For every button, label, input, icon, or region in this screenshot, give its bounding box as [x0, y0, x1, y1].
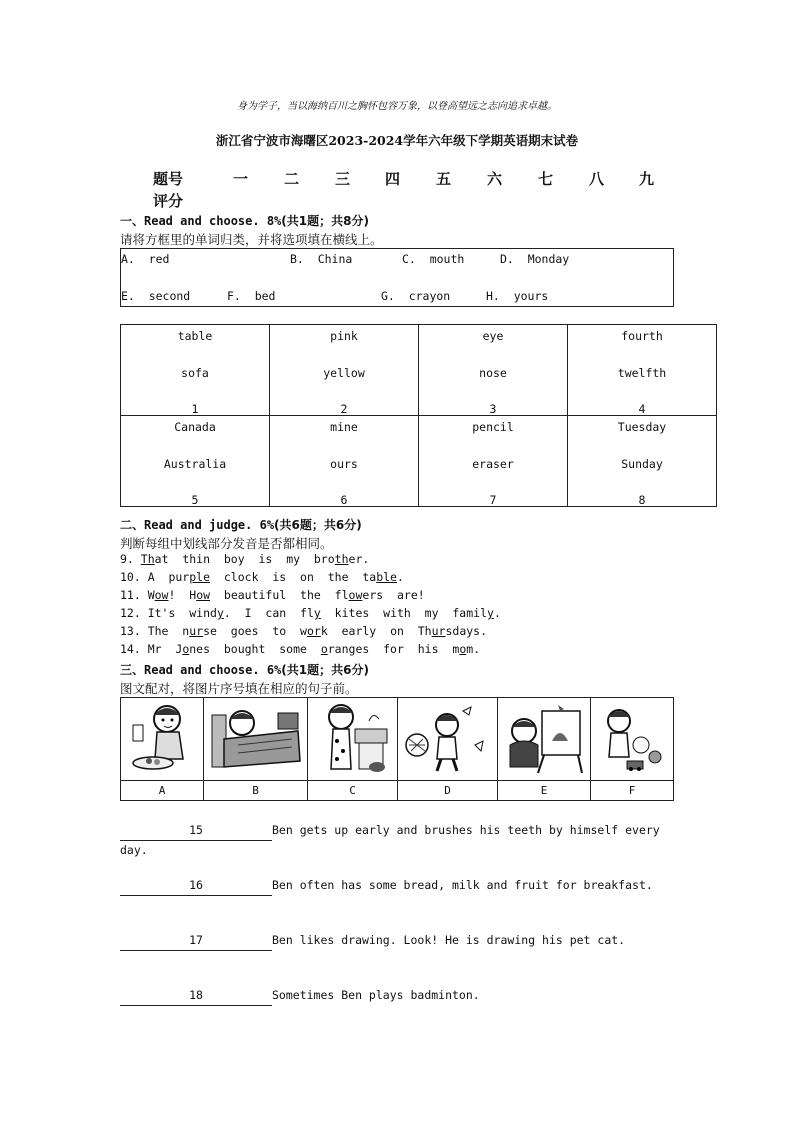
match-question	[120, 876, 673, 896]
group-word: yellow	[323, 366, 365, 380]
score-col: 二	[284, 170, 300, 188]
section2-instruction: 判断每组中划线部分发音是否都相同。	[120, 536, 333, 551]
picture-label: B	[204, 781, 308, 801]
match-question	[120, 931, 673, 951]
word-group-cell	[419, 325, 568, 416]
item-text: at thin boy is my bro	[154, 552, 335, 566]
underlined-letters: Th	[140, 552, 155, 566]
option-item: C. mouth	[402, 252, 465, 266]
picture-label: E	[498, 781, 591, 801]
group-number: 4	[638, 402, 646, 416]
section1-heading-cn: (共1题；共8分)	[281, 214, 369, 228]
item-text: ! H	[168, 588, 197, 602]
score-col: 九	[639, 170, 655, 188]
item-text: 12. It's wind	[120, 606, 217, 620]
underlined-letters: ur	[431, 624, 446, 638]
match-question	[120, 986, 673, 1006]
underlined-letters: ple	[189, 570, 211, 584]
section2-heading-en: 二、Read and judge. 6%	[120, 518, 275, 532]
group-word: pencil	[472, 420, 514, 434]
option-item: H. yours	[486, 289, 549, 303]
group-word: Australia	[163, 457, 227, 471]
question-text: Ben gets up early and brushes his teeth by himself every day.	[120, 823, 660, 857]
word-groups-table	[120, 324, 717, 507]
word-group-cell	[270, 325, 419, 416]
word-group-cell	[270, 416, 419, 507]
picture-a-boy-breakfast	[121, 698, 204, 781]
group-word: ours	[330, 457, 358, 471]
group-number: 6	[340, 493, 348, 507]
picture-f-boy-with-toys	[591, 698, 674, 781]
item-text: .	[493, 606, 501, 620]
score-col: 六	[487, 170, 503, 188]
picture-b-boy-in-bed	[204, 698, 308, 781]
picture-label: A	[121, 781, 204, 801]
group-word: nose	[479, 366, 507, 380]
group-word: fourth	[621, 329, 663, 343]
answer-blank[interactable]: 15	[120, 821, 272, 841]
options-box	[120, 248, 674, 307]
picture-table	[120, 697, 674, 801]
underlined-letters: ble	[376, 570, 397, 584]
group-word: pink	[330, 329, 358, 343]
underlined-letters: y	[216, 606, 224, 620]
judge-item	[120, 624, 487, 638]
item-text: ranges for his m	[327, 642, 460, 656]
group-number: 8	[638, 493, 646, 507]
section2-heading-cn: (共6题；共6分)	[274, 518, 362, 532]
score-col: 八	[589, 170, 605, 188]
underlined-letters: o	[320, 642, 328, 656]
score-col: 三	[335, 170, 351, 188]
judge-item	[120, 552, 369, 566]
group-word: eraser	[472, 457, 514, 471]
option-item: G. crayon	[381, 289, 451, 303]
toys-illustration	[597, 701, 667, 775]
drawing-illustration	[502, 701, 586, 775]
picture-label: D	[398, 781, 498, 801]
match-question	[120, 821, 673, 860]
section1-instruction: 请将方框里的单词归类，并将选项填在横线上。	[120, 232, 383, 247]
score-row-label: 题号	[153, 170, 184, 188]
group-word: twelfth	[617, 366, 667, 380]
item-text: 9.	[120, 552, 141, 566]
group-number: 5	[191, 493, 199, 507]
motto: 身为学子，当以海纳百川之胸怀包容万象，以登高望远之志向追求卓越。	[237, 101, 557, 112]
group-number: 3	[489, 402, 497, 416]
section3-heading	[120, 661, 369, 678]
score-col: 一	[233, 170, 249, 188]
judge-item	[120, 606, 501, 620]
section1-heading-en: 一、Read and choose. 8%	[120, 214, 282, 228]
item-text: 13. The n	[120, 624, 190, 638]
group-word: mine	[330, 420, 358, 434]
option-item: D. Monday	[500, 252, 570, 266]
score-row2-label: 评分	[153, 192, 184, 210]
brushing-illustration	[313, 701, 393, 775]
score-col: 七	[538, 170, 554, 188]
underlined-letters: ow	[154, 588, 169, 602]
answer-blank[interactable]: 16	[120, 876, 272, 896]
underlined-letters: y	[487, 606, 494, 620]
question-text: Ben often has some bread, milk and fruit for breakfast.	[272, 878, 653, 892]
underlined-letters: or	[306, 624, 321, 638]
score-col: 四	[385, 170, 401, 188]
answer-blank[interactable]: 18	[120, 986, 272, 1006]
word-group-cell	[419, 416, 568, 507]
underlined-letters: ow	[196, 588, 211, 602]
item-text: 14. Mr J	[120, 642, 183, 656]
group-word: sofa	[181, 366, 209, 380]
item-text: sdays.	[445, 624, 488, 638]
item-text: 10. A pur	[120, 570, 190, 584]
group-word: table	[177, 329, 213, 343]
underlined-letters: y	[313, 606, 321, 620]
item-text: .	[396, 570, 404, 584]
group-number: 2	[340, 402, 348, 416]
score-table-row	[153, 168, 673, 188]
section1-heading	[120, 212, 369, 229]
underlined-letters: ow	[348, 588, 363, 602]
item-text: k early on Th	[320, 624, 432, 638]
item-text: beautiful the fl	[210, 588, 349, 602]
item-text: clock is on the ta	[210, 570, 377, 584]
group-number: 7	[489, 493, 497, 507]
item-text: m.	[466, 642, 481, 656]
item-text: ers are!	[362, 588, 425, 602]
exam-title: 浙江省宁波市海曙区2023-2024学年六年级下学期英语期末试卷	[215, 133, 579, 148]
word-group-cell	[121, 416, 270, 507]
section3-heading-en: 三、Read and choose. 6%	[120, 663, 282, 677]
word-group-cell	[568, 325, 717, 416]
judge-item	[120, 570, 404, 584]
picture-label: C	[308, 781, 398, 801]
word-group-cell	[568, 416, 717, 507]
picture-label: F	[591, 781, 674, 801]
item-text: 11. W	[120, 588, 155, 602]
judge-item	[120, 588, 425, 602]
word-group-cell	[121, 325, 270, 416]
score-col: 五	[436, 170, 452, 188]
option-item: A. red	[121, 252, 170, 266]
option-item: B. China	[290, 252, 353, 266]
judge-item	[120, 642, 480, 656]
underlined-letters: ur	[189, 624, 204, 638]
item-text: kites with my famil	[320, 606, 487, 620]
question-text: Sometimes Ben plays badminton.	[272, 988, 480, 1002]
option-item: F. bed	[227, 289, 276, 303]
picture-d-boy-badminton	[398, 698, 498, 781]
item-text: er.	[348, 552, 370, 566]
picture-e-boy-drawing-cat	[498, 698, 591, 781]
item-text: se goes to w	[203, 624, 307, 638]
section3-instruction: 图文配对，将图片序号填在相应的句子前。	[120, 681, 358, 696]
question-text: Ben likes drawing. Look! He is drawing his pet cat.	[272, 933, 626, 947]
group-number: 1	[191, 402, 199, 416]
group-word: Canada	[174, 420, 216, 434]
underlined-letters: o	[182, 642, 190, 656]
group-word: eye	[482, 329, 504, 343]
bed-illustration	[208, 701, 304, 775]
underlined-letters: th	[334, 552, 349, 566]
answer-blank[interactable]: 17	[120, 931, 272, 951]
item-text: . I can fl	[223, 606, 314, 620]
section3-heading-cn: (共1题；共6分)	[281, 663, 369, 677]
item-text: nes bought some	[189, 642, 321, 656]
section2-heading	[120, 516, 362, 533]
picture-c-boy-brushing-teeth	[308, 698, 398, 781]
group-word: Tuesday	[617, 420, 667, 434]
group-word: Sunday	[621, 457, 663, 471]
badminton-illustration	[403, 701, 493, 775]
breakfast-illustration	[127, 701, 197, 775]
underlined-letters: o	[459, 642, 467, 656]
option-item: E. second	[121, 289, 191, 303]
